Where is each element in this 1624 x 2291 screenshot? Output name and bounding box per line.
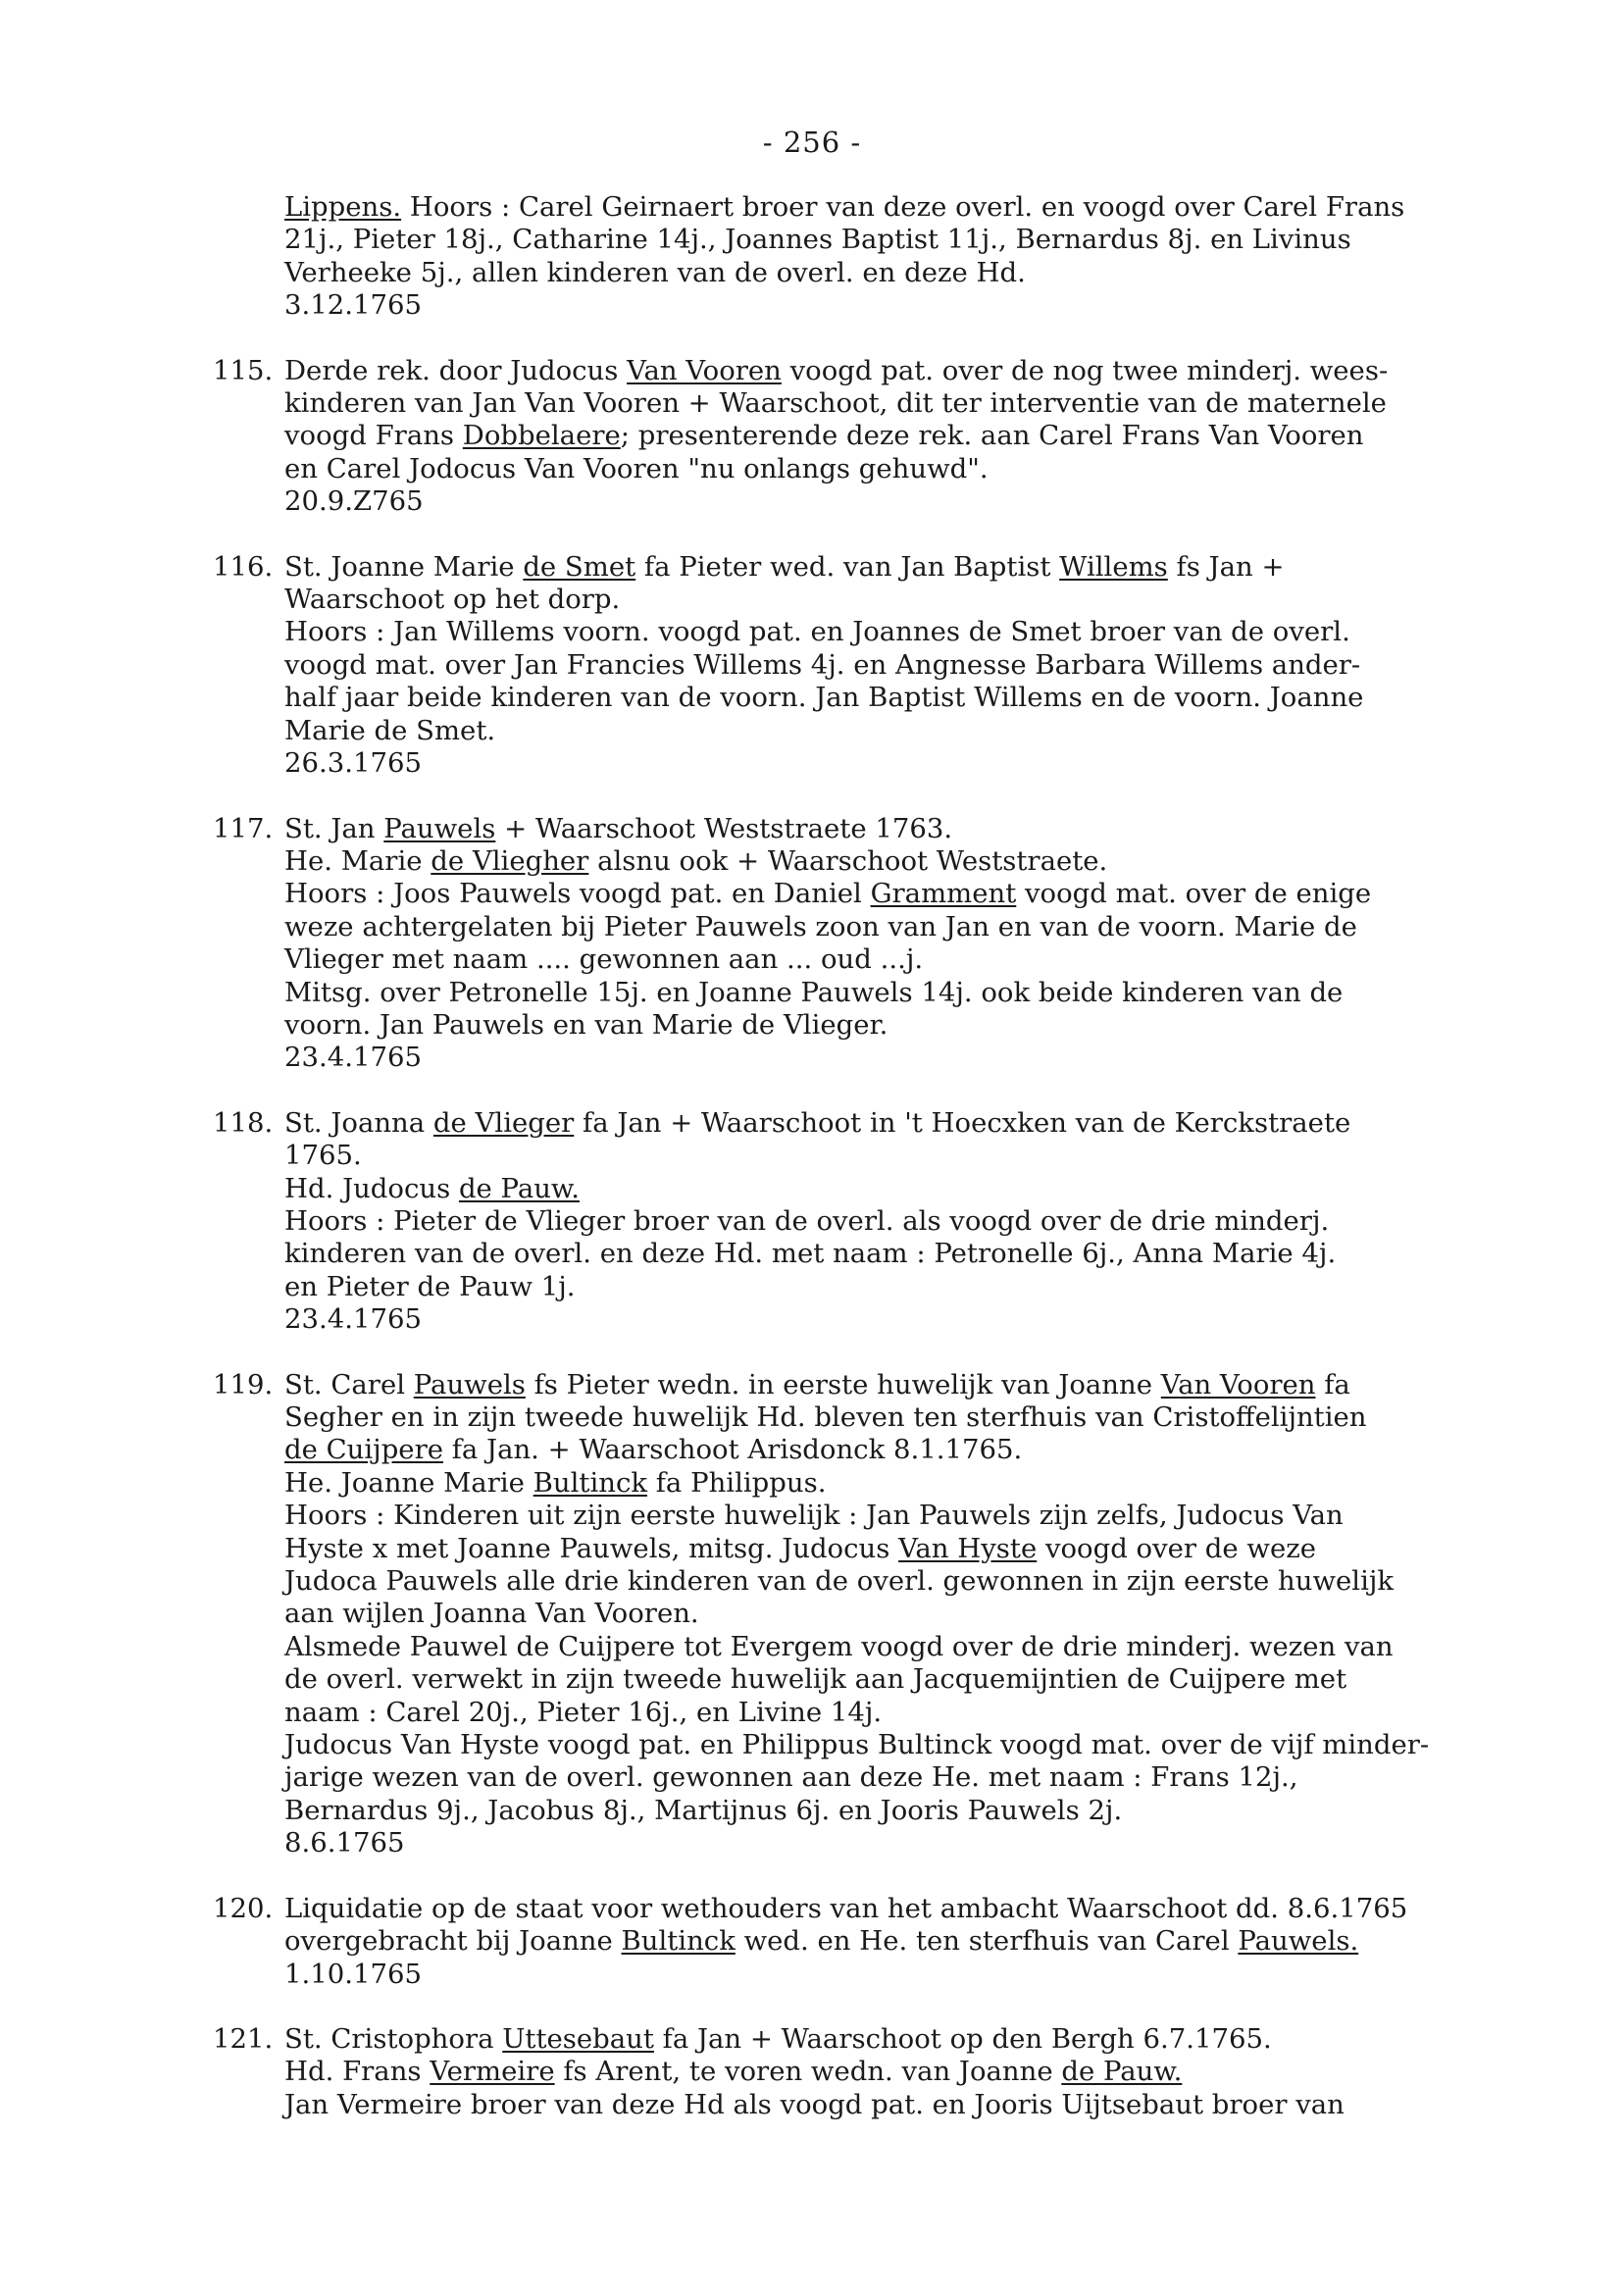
text-line bbox=[284, 943, 1566, 976]
text-line bbox=[284, 1533, 1566, 1565]
text-segment: de overl. verwekt in zijn tweede huwelijk aan Jacquemijntien de Cuijpere met bbox=[284, 1663, 1347, 1696]
text-segment: fa Jan. + Waarschoot Arisdonck 8.1.1765. bbox=[443, 1434, 1023, 1466]
text-line bbox=[284, 1729, 1566, 1761]
text-segment: fa Jan + Waarschoot op den Bergh 6.7.1765. bbox=[653, 2022, 1272, 2055]
text-line bbox=[284, 1467, 1566, 1500]
text-segment: kinderen van Jan Van Vooren + Waarschoot, dit ter interventie van de maternele bbox=[284, 387, 1387, 420]
text-segment: voogd Frans bbox=[284, 420, 463, 452]
underlined-name: Van Vooren bbox=[627, 354, 782, 386]
text-segment: Hd. Frans bbox=[284, 2056, 431, 2088]
text-segment: 23.4.1765 bbox=[284, 1042, 422, 1074]
text-line bbox=[284, 1827, 1566, 1859]
entry-number: 117. bbox=[213, 812, 274, 844]
text-segment: Hd. Judocus bbox=[284, 1172, 459, 1204]
text-segment: fa bbox=[1315, 1368, 1350, 1400]
text-segment: Derde rek. door Judocus bbox=[284, 354, 628, 386]
text-line bbox=[284, 1107, 1566, 1140]
entry-text bbox=[284, 355, 1566, 519]
text-line bbox=[284, 1697, 1566, 1729]
text-line bbox=[284, 2056, 1566, 2088]
text-segment: Hoors : Pieter de Vlieger broer van de overl. als voogd over de drie minderj. bbox=[284, 1204, 1330, 1237]
text-segment: aan wijlen Joanna Van Vooren. bbox=[284, 1598, 699, 1630]
text-segment: alsnu ook + Waarschoot Weststraete. bbox=[588, 844, 1108, 877]
text-segment: Hoors : Joos Pauwels voogd pat. en Daniel bbox=[284, 878, 871, 910]
text-line bbox=[284, 1173, 1566, 1205]
text-segment: Verheeke 5j., allen kinderen van de overl. en deze Hd. bbox=[284, 256, 1026, 288]
text-segment: en Carel Jodocus Van Vooren "nu onlangs gehuwd". bbox=[284, 452, 989, 484]
text-line bbox=[284, 453, 1566, 485]
text-segment: half jaar beide kinderen van de voorn. Jan Baptist Willems en de voorn. Joanne bbox=[284, 682, 1364, 714]
text-segment: fs Jan + bbox=[1167, 550, 1285, 583]
text-line bbox=[284, 289, 1566, 322]
text-segment: Segher en in zijn tweede huwelijk Hd. bleven ten sterfhuis van Cristoffelijntien bbox=[284, 1401, 1367, 1433]
text-segment: voogd over de weze bbox=[1037, 1532, 1317, 1564]
text-line bbox=[284, 1663, 1566, 1696]
underlined-name: Pauwels. bbox=[1238, 1925, 1359, 1958]
underlined-name: Dobbelaere bbox=[462, 420, 621, 452]
text-line bbox=[284, 747, 1566, 780]
text-line bbox=[284, 1631, 1566, 1663]
text-segment: Waarschoot op het dorp. bbox=[284, 584, 621, 616]
text-segment: voorn. Jan Pauwels en van Marie de Vlieger. bbox=[284, 1008, 888, 1041]
text-line bbox=[284, 1959, 1566, 1991]
underlined-name: de Smet bbox=[523, 550, 636, 583]
underlined-name: de Pauw. bbox=[1061, 2056, 1183, 2088]
text-line bbox=[284, 1565, 1566, 1598]
text-line bbox=[284, 1434, 1566, 1466]
text-line bbox=[284, 878, 1566, 910]
entry bbox=[213, 1893, 1566, 1991]
text-line bbox=[284, 1761, 1566, 1794]
entry-number: 119. bbox=[213, 1368, 274, 1400]
entry-number: 115. bbox=[213, 354, 274, 386]
text-segment: St. Cristophora bbox=[284, 2022, 503, 2055]
entry-text bbox=[284, 1893, 1566, 1991]
document-body bbox=[213, 191, 1566, 2154]
entry-number: 120. bbox=[213, 1892, 274, 1924]
text-segment: + Waarschoot Weststraete 1763. bbox=[495, 812, 953, 844]
text-segment: St. Carel bbox=[284, 1368, 414, 1400]
text-segment: Judocus Van Hyste voogd pat. en Philippus Bultinck voogd mat. over de vijf minder- bbox=[284, 1729, 1430, 1761]
text-line bbox=[284, 257, 1566, 289]
text-line bbox=[284, 1500, 1566, 1532]
text-line bbox=[284, 682, 1566, 714]
text-line bbox=[284, 1369, 1566, 1401]
text-segment: fa Philippus. bbox=[647, 1466, 827, 1499]
underlined-name: Pauwels bbox=[383, 812, 496, 844]
text-segment: naam : Carel 20j., Pieter 16j., en Livine 14j. bbox=[284, 1696, 883, 1728]
text-segment: Hoors : Jan Willems voorn. voogd pat. en Joannes de Smet broer van de overl. bbox=[284, 616, 1350, 648]
entry bbox=[213, 1107, 1566, 1337]
entry bbox=[213, 813, 1566, 1075]
text-segment: fs Pieter wedn. in eerste huwelijk van Joanne bbox=[525, 1368, 1161, 1400]
text-line bbox=[284, 1401, 1566, 1434]
text-segment: Hoors : Carel Geirnaert broer van deze overl. en voogd over Carel Frans bbox=[401, 191, 1405, 223]
text-segment: wed. en He. ten sterfhuis van Carel bbox=[735, 1925, 1239, 1958]
underlined-name: de Cuijpere bbox=[284, 1434, 443, 1466]
entry bbox=[213, 2023, 1566, 2121]
text-segment: voogd mat. over de enige bbox=[1016, 878, 1372, 910]
text-segment: 1.10.1765 bbox=[284, 1958, 422, 1990]
underlined-name: Van Hyste bbox=[898, 1532, 1038, 1564]
text-line bbox=[284, 2023, 1566, 2056]
underlined-name: Bultinck bbox=[621, 1925, 736, 1958]
text-segment: Jan Vermeire broer van deze Hd als voogd pat. en Jooris Uijtsebaut broer van bbox=[284, 2088, 1345, 2120]
text-segment: 20.9.Z765 bbox=[284, 485, 424, 518]
underlined-name: Pauwels bbox=[413, 1368, 526, 1400]
text-line bbox=[284, 1598, 1566, 1630]
text-line bbox=[284, 649, 1566, 682]
underlined-name: de Vlieger bbox=[432, 1106, 575, 1139]
text-segment: 21j., Pieter 18j., Catharine 14j., Joannes Baptist 11j., Bernardus 8j. en Livinus bbox=[284, 224, 1351, 256]
text-segment: jarige wezen van de overl. gewonnen aan deze He. met naam : Frans 12j., bbox=[284, 1761, 1298, 1794]
text-line bbox=[284, 1795, 1566, 1827]
entry-text bbox=[284, 813, 1566, 1075]
text-segment: He. Joanne Marie bbox=[284, 1466, 533, 1499]
text-segment: voogd mat. over Jan Francies Willems 4j. en Angnesse Barbara Willems ander- bbox=[284, 648, 1361, 681]
text-segment: Hyste x met Joanne Pauwels, mitsg. Judocus bbox=[284, 1532, 899, 1564]
text-segment: Hoors : Kinderen uit zijn eerste huwelijk : Jan Pauwels zijn zelfs, Judocus Van bbox=[284, 1500, 1344, 1532]
text-line bbox=[284, 485, 1566, 518]
text-line bbox=[284, 420, 1566, 452]
text-segment: 8.6.1765 bbox=[284, 1827, 405, 1859]
text-line bbox=[284, 2089, 1566, 2121]
underlined-name: Van Vooren bbox=[1160, 1368, 1316, 1400]
page-number: - 256 - bbox=[762, 126, 862, 159]
text-segment: ; presenterende deze rek. aan Carel Frans Van Vooren bbox=[620, 420, 1364, 452]
text-line bbox=[284, 551, 1566, 584]
entry bbox=[213, 355, 1566, 519]
underlined-name: Willems bbox=[1059, 550, 1168, 583]
text-line bbox=[284, 224, 1566, 256]
text-segment: voogd pat. over de nog twee minderj. wees- bbox=[781, 354, 1389, 386]
text-line bbox=[284, 1140, 1566, 1172]
text-line bbox=[284, 1271, 1566, 1303]
text-line bbox=[284, 1238, 1566, 1270]
entry-text bbox=[284, 1369, 1566, 1860]
text-segment: fs Arent, te voren wedn. van Joanne bbox=[554, 2056, 1062, 2088]
text-segment: 3.12.1765 bbox=[284, 289, 422, 322]
text-line bbox=[284, 1205, 1566, 1238]
entry-text bbox=[284, 551, 1566, 781]
underlined-name: Uttesebaut bbox=[502, 2022, 654, 2055]
text-line bbox=[284, 977, 1566, 1009]
text-segment: Alsmede Pauwel de Cuijpere tot Evergem voogd over de drie minderj. wezen van bbox=[284, 1630, 1394, 1662]
text-line bbox=[284, 1009, 1566, 1042]
entry bbox=[213, 1369, 1566, 1860]
entry-text bbox=[284, 2023, 1566, 2121]
underlined-name: Vermeire bbox=[430, 2056, 555, 2088]
text-segment: 1765. bbox=[284, 1140, 362, 1172]
entry-number: 121. bbox=[213, 2022, 274, 2055]
text-segment: weze achtergelaten bij Pieter Pauwels zoon van Jan en van de voorn. Marie de bbox=[284, 910, 1357, 942]
underlined-name: Bultinck bbox=[533, 1466, 648, 1499]
text-segment: 26.3.1765 bbox=[284, 747, 422, 780]
text-line bbox=[284, 191, 1566, 224]
text-line bbox=[284, 715, 1566, 747]
intro-continuation bbox=[213, 191, 1566, 323]
underlined-name: Gramment bbox=[870, 878, 1017, 910]
underlined-name: Lippens. bbox=[284, 191, 402, 223]
text-segment: Judoca Pauwels alle drie kinderen van de overl. gewonnen in zijn eerste huwelijk bbox=[284, 1565, 1395, 1598]
entry-number: 116. bbox=[213, 550, 274, 583]
entry bbox=[213, 551, 1566, 781]
entry-number: 118. bbox=[213, 1106, 274, 1139]
text-segment: en Pieter de Pauw 1j. bbox=[284, 1270, 576, 1302]
underlined-name: de Pauw. bbox=[458, 1172, 580, 1204]
text-segment: overgebracht bij Joanne bbox=[284, 1925, 622, 1958]
entry-list bbox=[213, 355, 1566, 2122]
text-segment: He. Marie bbox=[284, 844, 431, 877]
text-line bbox=[284, 845, 1566, 878]
text-segment: 23.4.1765 bbox=[284, 1303, 422, 1336]
text-line bbox=[284, 616, 1566, 648]
text-segment: St. Joanna bbox=[284, 1106, 433, 1139]
text-segment: St. Jan bbox=[284, 812, 384, 844]
text-segment: fa Pieter wed. van Jan Baptist bbox=[635, 550, 1060, 583]
text-segment: kinderen van de overl. en deze Hd. met naam : Petronelle 6j., Anna Marie 4j. bbox=[284, 1238, 1337, 1270]
text-segment: Marie de Smet. bbox=[284, 714, 496, 746]
text-line bbox=[284, 1042, 1566, 1074]
text-line bbox=[284, 1925, 1566, 1958]
text-segment: St. Joanne Marie bbox=[284, 550, 524, 583]
text-line bbox=[284, 355, 1566, 387]
underlined-name: de Vliegher bbox=[431, 844, 589, 877]
text-line bbox=[284, 813, 1566, 845]
text-line bbox=[284, 387, 1566, 420]
text-line bbox=[284, 1893, 1566, 1925]
text-segment: Bernardus 9j., Jacobus 8j., Martijnus 6j. en Jooris Pauwels 2j. bbox=[284, 1794, 1123, 1826]
text-line bbox=[284, 911, 1566, 943]
text-line bbox=[284, 584, 1566, 616]
text-line bbox=[284, 1303, 1566, 1336]
text-segment: fa Jan + Waarschoot in 't Hoecxken van de Kerckstraete bbox=[574, 1106, 1351, 1139]
text-segment: Vlieger met naam .... gewonnen aan ... oud ...j. bbox=[284, 943, 924, 976]
text-segment: Liquidatie op de staat voor wethouders van het ambacht Waarschoot dd. 8.6.1765 bbox=[284, 1892, 1408, 1924]
text-segment: Mitsg. over Petronelle 15j. en Joanne Pauwels 14j. ook beide kinderen van de bbox=[284, 976, 1344, 1008]
entry-text bbox=[284, 1107, 1566, 1337]
